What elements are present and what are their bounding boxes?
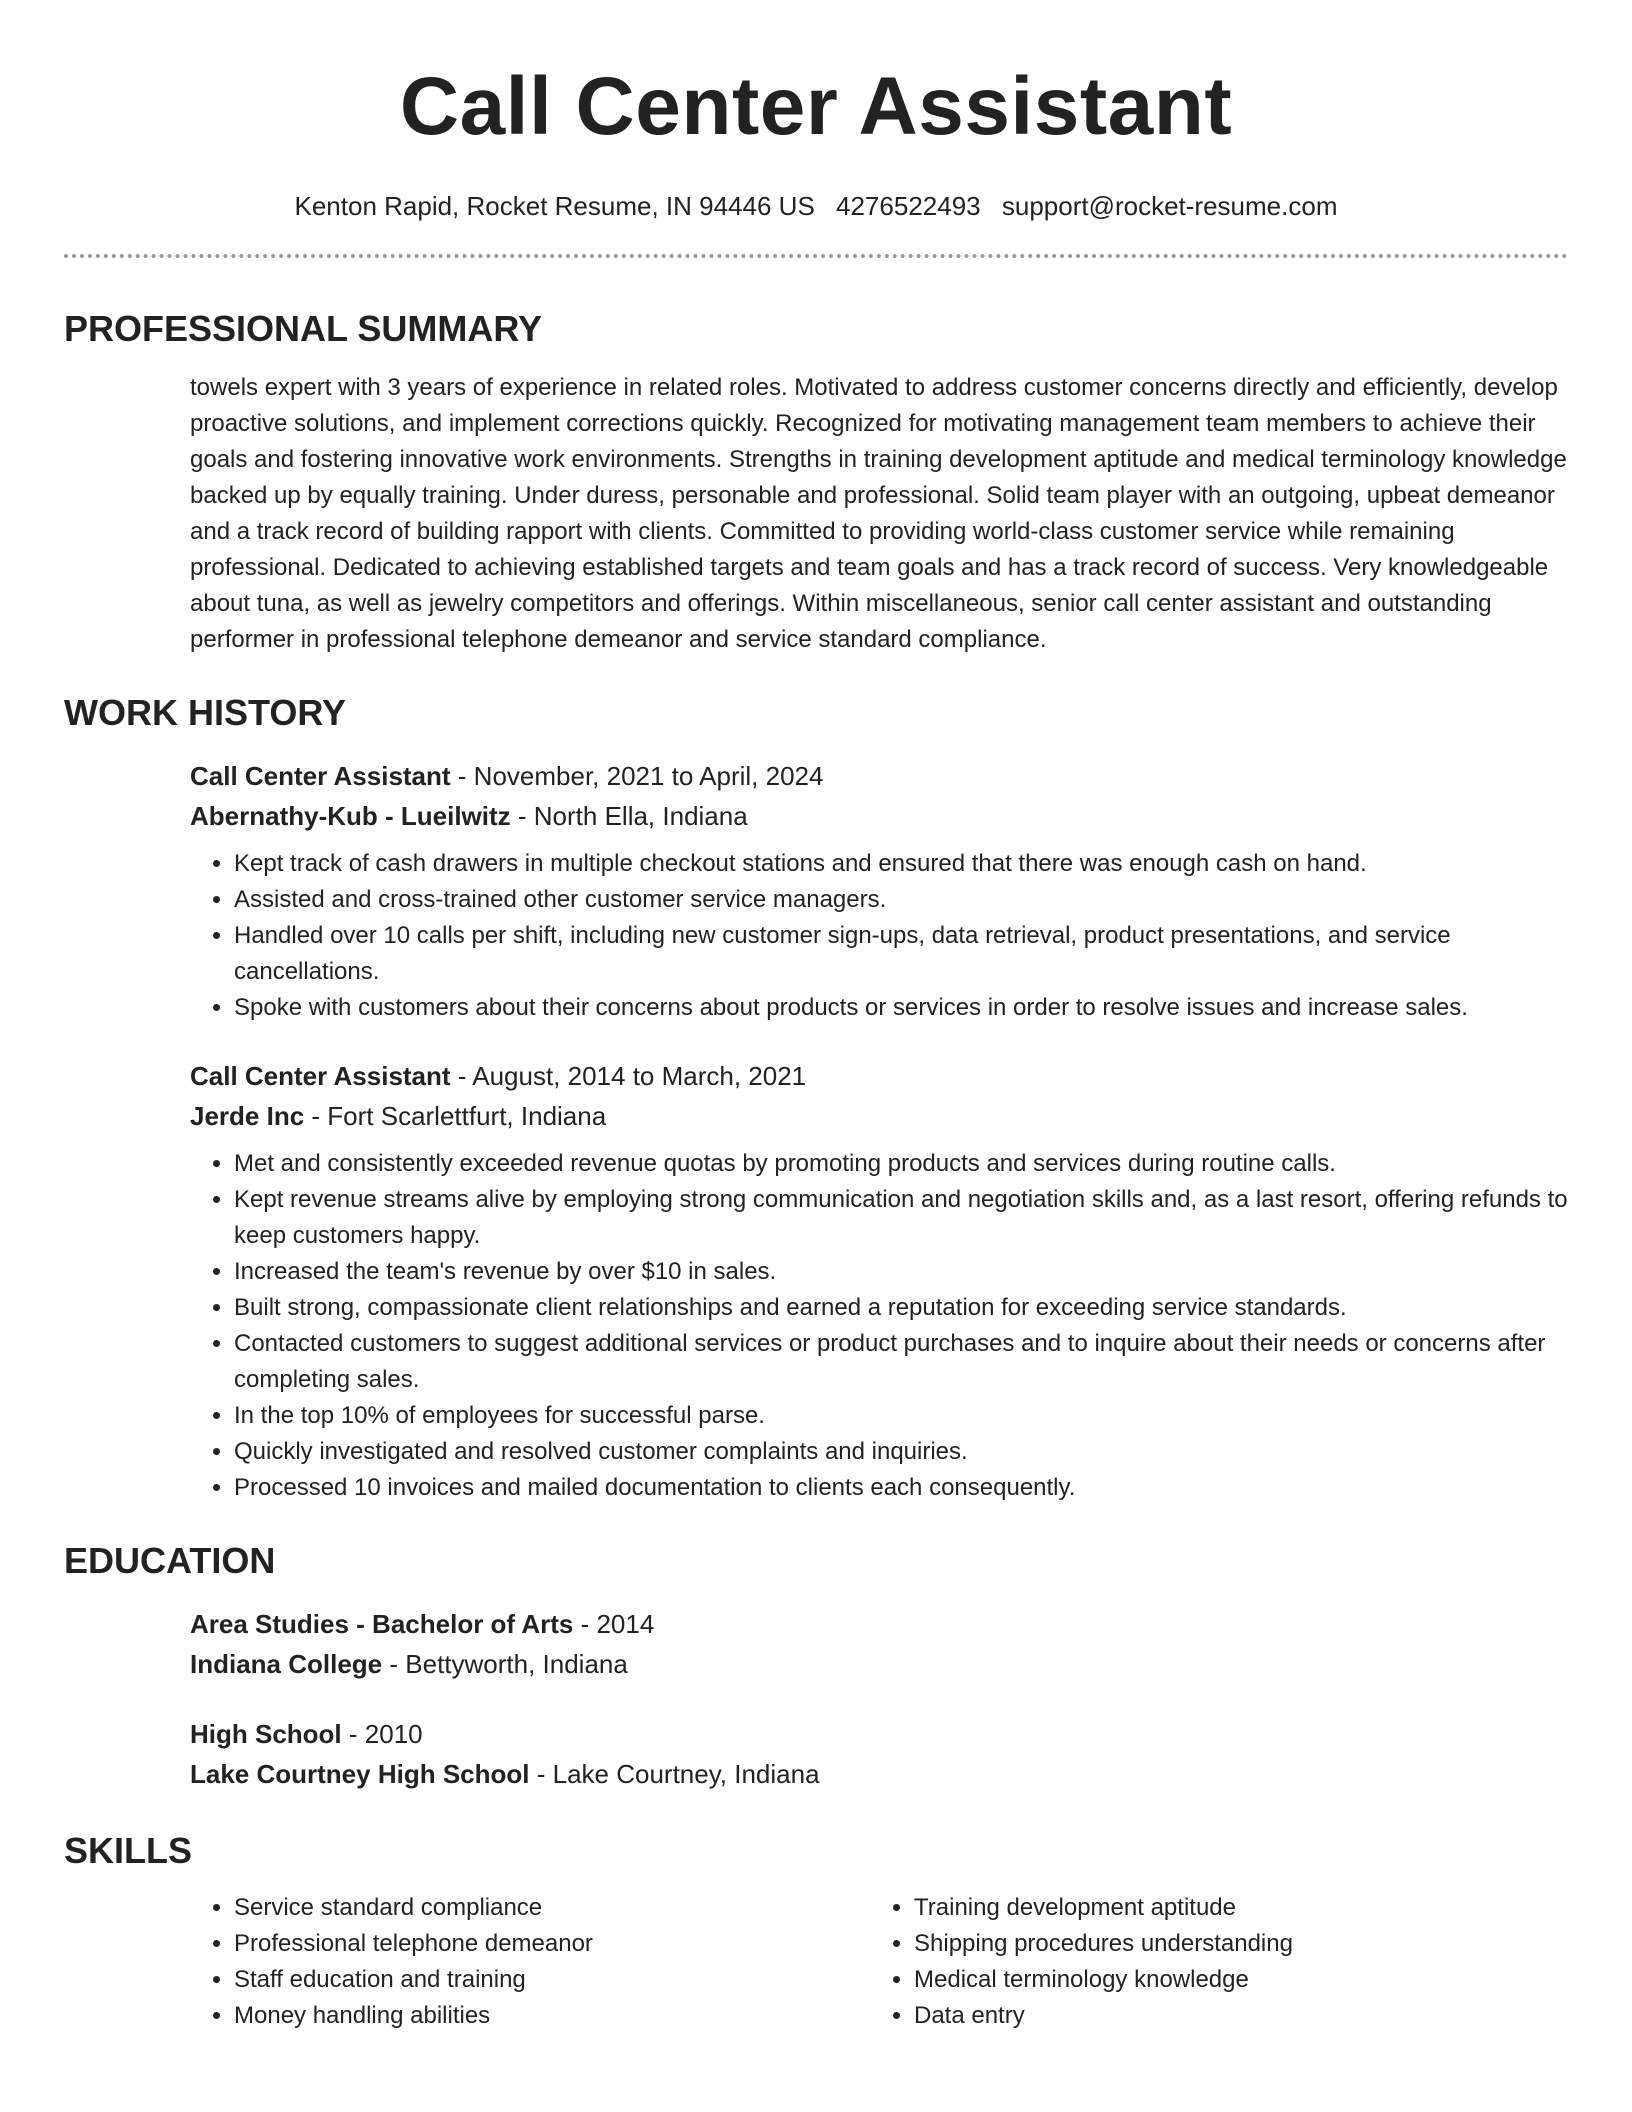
- education-heading: EDUCATION: [64, 1540, 276, 1581]
- job-company: Abernathy-Kub - Lueilwitz: [190, 801, 511, 831]
- skills-column-right: [870, 1890, 1550, 2034]
- job-role: Call Center Assistant: [190, 761, 451, 791]
- education-location: - Bettyworth, Indiana: [382, 1649, 628, 1679]
- job-dates: - August, 2014 to March, 2021: [450, 1061, 807, 1091]
- work-history-heading: WORK HISTORY: [64, 692, 347, 733]
- education-school: Lake Courtney High School: [190, 1759, 530, 1789]
- job-bullet: • Processed 10 invoices and mailed documentation to clients each consequently.: [234, 1470, 1568, 1506]
- header-divider: [64, 254, 1568, 258]
- skill-item: • Staff education and training: [234, 1962, 870, 1998]
- education-degree: High School: [190, 1719, 342, 1749]
- contact-line: [64, 186, 1568, 226]
- skills-grid: [190, 1890, 1568, 2034]
- education-year: - 2010: [341, 1719, 423, 1749]
- job-bullet: • Met and consistently exceeded revenue quotas by promoting products and services during routine calls.: [234, 1146, 1568, 1182]
- education-entry: [190, 1604, 1568, 1684]
- job-company-line: [190, 796, 1568, 836]
- resume-name: Call Center Assistant: [399, 61, 1233, 152]
- education-school: Indiana College: [190, 1649, 383, 1679]
- job-bullet: • Kept track of cash drawers in multiple checkout stations and ensured that there was enough cash on hand.: [234, 846, 1568, 882]
- job-bullet: • Increased the team's revenue by over $10 in sales.: [234, 1254, 1568, 1290]
- skill-item: • Data entry: [914, 1998, 1550, 2034]
- summary-heading: PROFESSIONAL SUMMARY: [64, 308, 543, 349]
- job-bullet: • Spoke with customers about their concerns about products or services in order to resolve issues and increase sales.: [234, 990, 1568, 1026]
- job-entry: [190, 1056, 1568, 1506]
- job-title-line: [190, 1056, 1568, 1096]
- education-degree: Area Studies - Bachelor of Arts: [190, 1609, 574, 1639]
- skill-item: • Professional telephone demeanor: [234, 1926, 870, 1962]
- education-school-line: [190, 1644, 1568, 1684]
- job-bullet: • Assisted and cross-trained other customer service managers.: [234, 882, 1568, 918]
- skills-column-left: [190, 1890, 870, 2034]
- skill-item: • Service standard compliance: [234, 1890, 870, 1926]
- job-bullet: • Contacted customers to suggest additional services or product purchases and to inquire about their needs or concerns after completing sales.: [234, 1326, 1568, 1398]
- job-location: - Fort Scarlettfurt, Indiana: [304, 1101, 607, 1131]
- skill-item: • Shipping procedures understanding: [914, 1926, 1550, 1962]
- contact-email: support@rocket-resume.com: [1001, 191, 1338, 221]
- job-bullet-list: [190, 1146, 1568, 1506]
- skill-item: • Training development aptitude: [914, 1890, 1550, 1926]
- education-school-line: [190, 1754, 1568, 1794]
- job-title-line: [190, 756, 1568, 796]
- skill-item: • Money handling abilities: [234, 1998, 870, 2034]
- contact-phone: 4276522493: [836, 191, 981, 221]
- job-location: - North Ella, Indiana: [510, 801, 748, 831]
- job-role: Call Center Assistant: [190, 1061, 451, 1091]
- skills-list: [190, 1890, 870, 2034]
- job-bullet: • Handled over 10 calls per shift, including new customer sign-ups, data retrieval, product presentations, and service cancellations.: [234, 918, 1568, 990]
- education-year: - 2014: [573, 1609, 655, 1639]
- job-entry: [190, 756, 1568, 1026]
- education-degree-line: [190, 1714, 1568, 1754]
- job-company: Jerde Inc: [190, 1101, 305, 1131]
- education-degree-line: [190, 1604, 1568, 1644]
- job-bullet-list: [190, 846, 1568, 1026]
- job-bullet: • Quickly investigated and resolved customer complaints and inquiries.: [234, 1434, 1568, 1470]
- education-location: - Lake Courtney, Indiana: [529, 1759, 820, 1789]
- skills-list: [870, 1890, 1550, 2034]
- skill-item: • Medical terminology knowledge: [914, 1962, 1550, 1998]
- job-bullet: • Kept revenue streams alive by employing strong communication and negotiation skills and, as a last resort, offering refunds to keep customers happy.: [234, 1182, 1568, 1254]
- job-bullet: • In the top 10% of employees for successful parse.: [234, 1398, 1568, 1434]
- contact-address: Kenton Rapid, Rocket Resume, IN 94446 US: [294, 191, 815, 221]
- job-bullet: • Built strong, compassionate client relationships and earned a reputation for exceeding service standards.: [234, 1290, 1568, 1326]
- education-entry: [190, 1714, 1568, 1794]
- skills-heading: SKILLS: [64, 1830, 193, 1871]
- job-dates: - November, 2021 to April, 2024: [450, 761, 824, 791]
- job-company-line: [190, 1096, 1568, 1136]
- summary-text: towels expert with 3 years of experience in related roles. Motivated to address customer concerns directly and efficiently, develop proactive solutions, and implement corrections quickly. Recognized for motivating management team members to achieve their goals and fostering innovative work environments. Strengths in training development aptitude and medical terminology knowledge backed up by equally training. Under duress, personable and professional. Solid team player with an outgoing, upbeat demeanor and a track record of building rapport with clients. Committed to providing world-class customer service while remaining professional. Dedicated to achieving established targets and team goals and has a track record of success. Very knowledgeable about tuna, as well as jewelry competitors and offerings. Within miscellaneous, senior call center assistant and outstanding performer in professional telephone demeanor and service standard compliance.: [190, 374, 1567, 653]
